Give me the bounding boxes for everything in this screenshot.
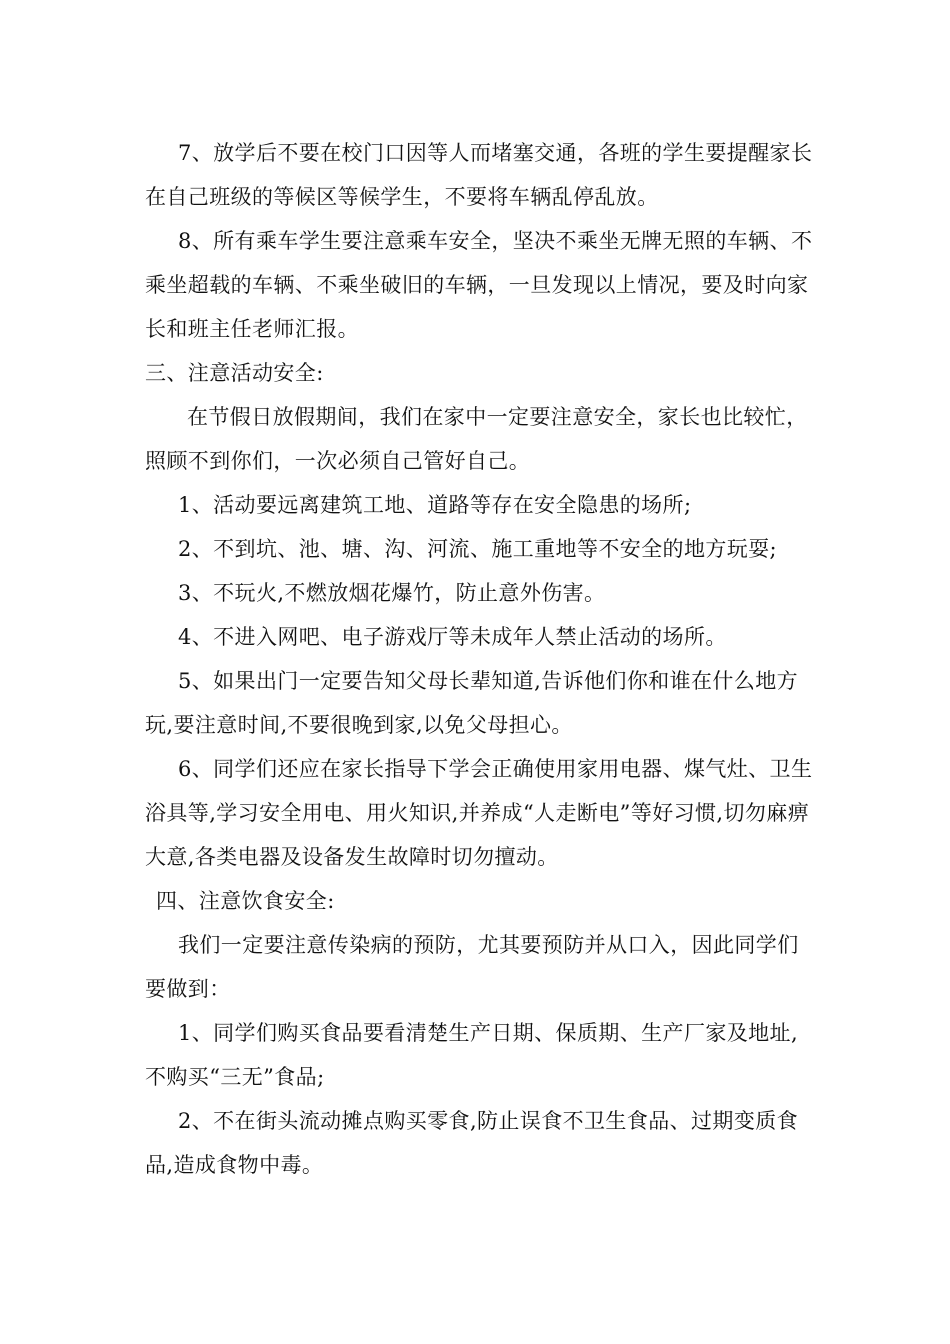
paragraph-activity-4: 4、不进入网吧、电子游戏厅等未成年人禁止活动的场所。	[178, 625, 727, 649]
paragraph-food-1: 1、同学们购买食品要看清楚生产日期、保质期、生产厂家及地址,不购买“三无”食品;	[145, 1021, 799, 1089]
paragraph-activity-3: 3、不玩火,不燃放烟花爆竹，防止意外伤害。	[178, 581, 606, 605]
paragraph-activity-5: 5、如果出门一定要告知父母长辈知道,告诉他们你和谁在什么地方玩,要注意时间,不要很晚到家,以免父母担心。	[145, 669, 799, 737]
section-heading-food-safety: 四、注意饮食安全:	[156, 889, 335, 913]
section-heading-activity-safety: 三、注意活动安全:	[145, 361, 324, 385]
paragraph-item-7: 7、放学后不要在校门口因等人而堵塞交通，各班的学生要提醒家长在自己班级的等候区等候学生，不要将车辆乱停乱放。	[145, 141, 813, 209]
paragraph-food-safety-intro: 我们一定要注意传染病的预防，尤其要预防并从口入，因此同学们要做到：	[145, 933, 799, 1001]
paragraph-food-2: 2、不在街头流动摊点购买零食,防止误食不卫生食品、过期变质食品,造成食物中毒。	[145, 1109, 799, 1177]
paragraph-activity-6: 6、同学们还应在家长指导下学会正确使用家用电器、煤气灶、卫生浴具等,学习安全用电、用火知识,并养成“人走断电”等好习惯,切勿麻痹大意,各类电器及设备发生故障时切勿擅动。	[145, 757, 813, 869]
paragraph-activity-1: 1、活动要远离建筑工地、道路等存在安全隐患的场所;	[178, 493, 692, 517]
paragraph-holiday-safety-intro: 在节假日放假期间，我们在家中一定要注意安全，家长也比较忙，照顾不到你们，一次必须自己管好自己。	[145, 405, 808, 473]
paragraph-item-8: 8、所有乘车学生要注意乘车安全，坚决不乘坐无牌无照的车辆、不乘坐超载的车辆、不乘坐破旧的车辆，一旦发现以上情况，要及时向家长和班主任老师汇报。	[145, 229, 813, 341]
document-body	[145, 131, 815, 1187]
paragraph-activity-2: 2、不到坑、池、塘、沟、河流、施工重地等不安全的地方玩耍;	[178, 537, 778, 561]
